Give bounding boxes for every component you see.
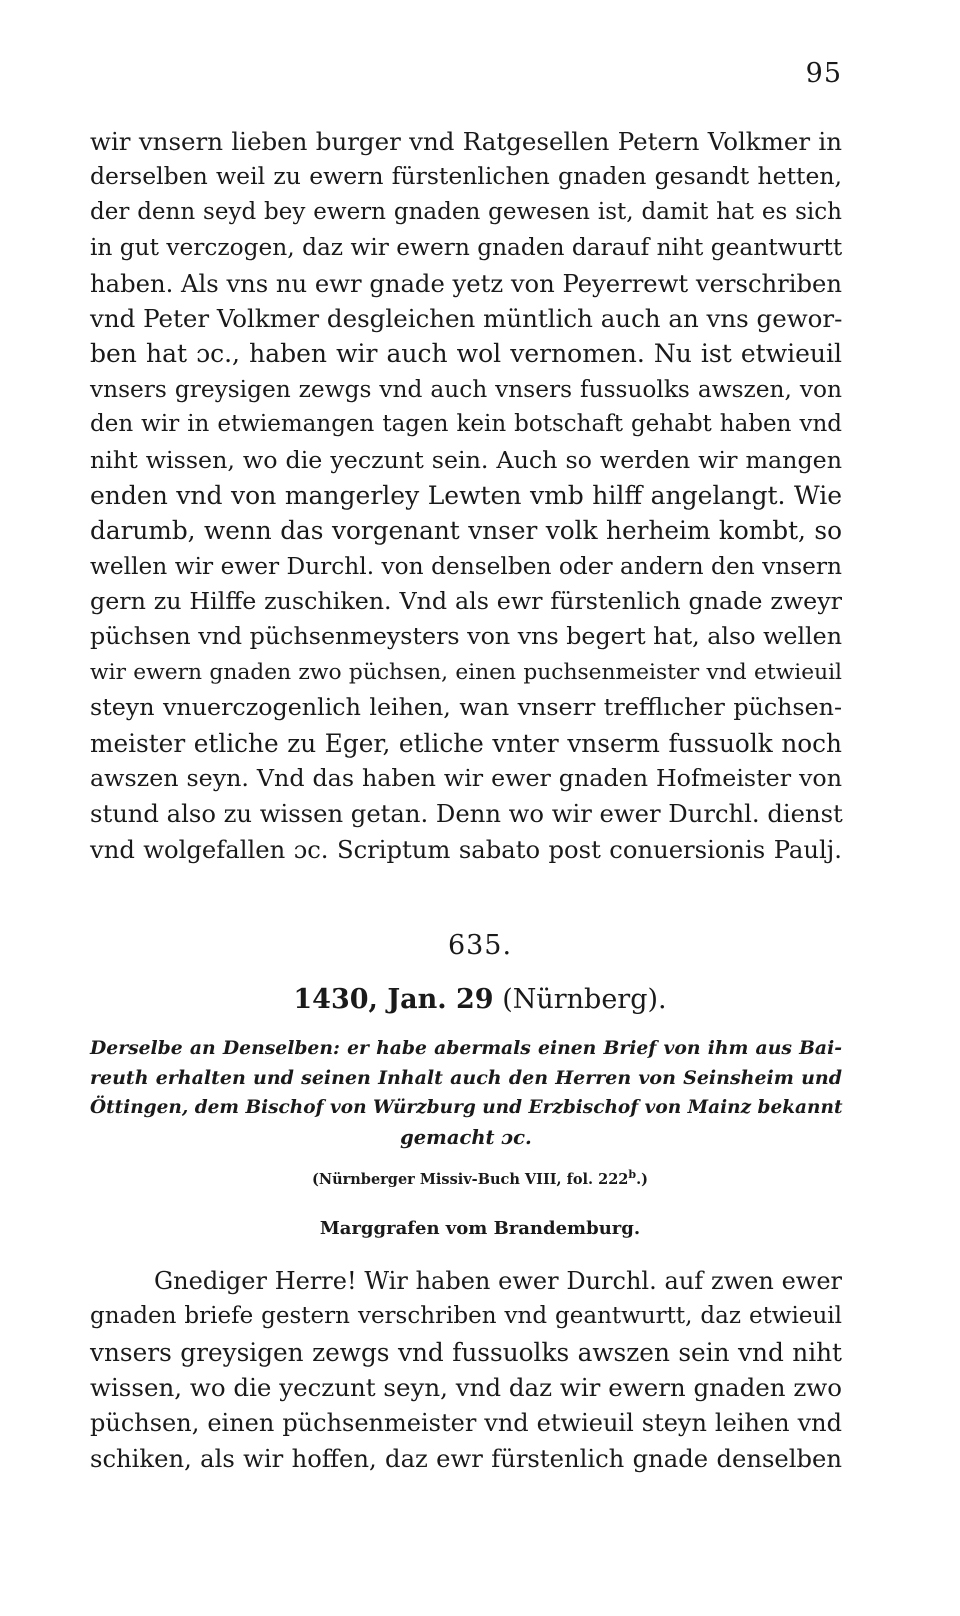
- page-number: 95: [805, 58, 842, 89]
- regest-summary: [90, 1034, 842, 1152]
- text-line: Gnediger Herre! Wir haben ewer Durchl. auf zwen ewer: [154, 1267, 842, 1295]
- text-line: steyn vnuerczogenlich leihen, wan vnserr trefflıcher püchsen-: [90, 693, 842, 722]
- letter-text: [90, 1264, 842, 1476]
- text-line: püchsen vnd püchsenmeysters von vns begert hat, also wellen: [90, 622, 842, 651]
- letter-text-continued: [90, 124, 842, 867]
- regest-line: reuth erhalten und seinen Inhalt auch den Herren von Seinsheim und: [90, 1066, 842, 1089]
- text-line: püchsen, einen püchsenmeister vnd etwieuil steyn leihen vnd: [90, 1408, 842, 1437]
- text-line: vnsers greysigen zewgs vnd auch vnsers fussuolks awszen, von: [90, 375, 842, 403]
- text-line: haben. Als vns nu ewr gnade yetz von Peyerrewt verschriben: [90, 268, 842, 298]
- source-superscript: b: [628, 1168, 637, 1181]
- text-line: vnd wolgefallen ɔc. Scriptum sabato post conuersionis Paulj.: [90, 834, 842, 864]
- text-line: gnaden briefe gestern verschriben vnd geantwurtt, daz etwieuil: [90, 1303, 842, 1330]
- date-place: (Nürnberg).: [502, 984, 667, 1015]
- text-line: enden vnd von mangerley Lewten vmb hilff angelangt. Wie: [90, 480, 842, 510]
- text-line: wir ewern gnaden zwo püchsen, einen puchsenmeister vnd etwieuil: [90, 659, 842, 685]
- text-line: in gut verczogen, daz wir ewern gnaden darauf niht geantwurtt: [90, 234, 843, 262]
- document-date: [0, 984, 960, 1015]
- text-line: darumb, wenn das vorgenant vnser volk herheim kombt, so: [90, 516, 842, 546]
- text-line: vnd Peter Volkmer desgleichen müntlich auch an vns gewor-: [90, 303, 843, 333]
- source-main: (Nürnberger Missiv-Buch VIII, fol. 222: [311, 1170, 629, 1188]
- text-line: ben hat ɔc., haben wir auch wol vernomen. Nu ist etwieuil: [90, 339, 842, 369]
- document-number: 635.: [447, 930, 513, 961]
- source-citation: [0, 1168, 960, 1188]
- text-line: wissen, wo die yeczunt seyn, vnd daz wir ewern gnaden zwo: [90, 1373, 842, 1403]
- text-line: niht wissen, wo die yeczunt sein. Auch so werden wir mangen: [90, 445, 842, 474]
- regest-line: Öttingen, dem Bischof von Würzburg und Erzbischof von Mainz bekannt: [90, 1097, 843, 1118]
- text-line: wellen wir ewer Durchl. von denselben oder andern den vnsern: [90, 552, 842, 580]
- text-line: schiken, als wir hoffen, daz ewr fürstenlich gnade denselben: [90, 1443, 842, 1473]
- date-bold: 1430, Jan. 29: [293, 984, 494, 1015]
- text-line: gern zu Hilffe zuschiken. Vnd als ewr fürstenlich gnade zweyr: [90, 587, 842, 616]
- regest-line: gemacht ɔc.: [400, 1125, 532, 1149]
- text-line: vnsers greysigen zewgs vnd fussuolks awszen sein vnd niht: [90, 1337, 842, 1367]
- text-line: meister etliche zu Eger, etliche vnter vnserm fussuolk noch: [90, 728, 842, 758]
- text-line: den wir in etwiemangen tagen kein botschaft gehabt haben vnd: [90, 411, 842, 438]
- text-line: derselben weil zu ewern fürstenlichen gnaden gesandt hetten,: [90, 162, 842, 191]
- text-line: stund also zu wissen getan. Denn wo wir ewer Durchl. dienst: [90, 799, 843, 829]
- text-line: der denn seyd bey ewern gnaden gewesen ist, damit hat es sich: [90, 198, 842, 225]
- source-end: .): [636, 1170, 649, 1188]
- text-line: wir vnsern lieben burger vnd Ratgesellen Petern Volkmer in: [90, 127, 842, 156]
- regest-line: Derselbe an Denselben: er habe abermals einen Brief von ihm aus Bai-: [90, 1037, 842, 1059]
- addressee: Marggrafen vom Brandemburg.: [319, 1218, 641, 1239]
- text-line: awszen seyn. Vnd das haben wir ewer gnaden Hofmeister von: [90, 764, 842, 793]
